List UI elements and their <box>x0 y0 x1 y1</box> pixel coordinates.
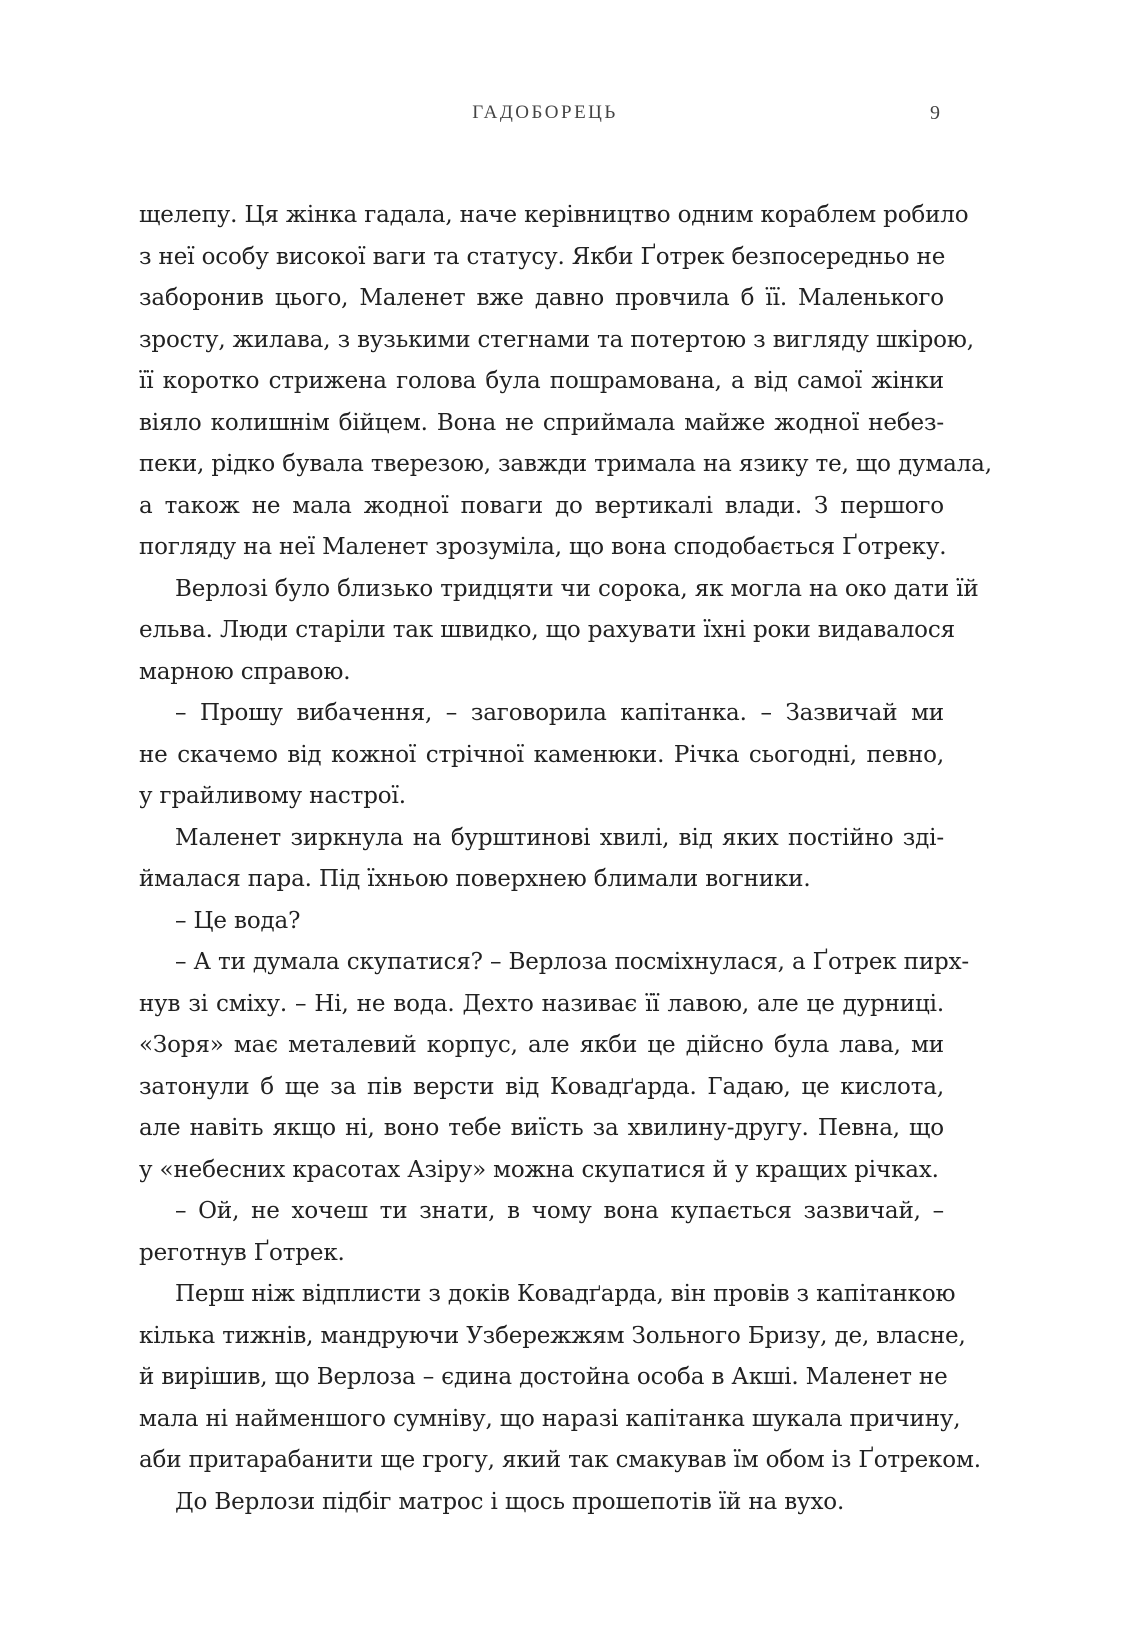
text-line: пеки, рідко бувала тверезою, завжди тримала на язику те, що думала, <box>139 451 992 477</box>
text-line: у грайливому настрої. <box>139 783 406 809</box>
text-line: нув зі сміху. – Ні, не вода. Дехто називає її лавою, але це дурниці. <box>139 990 944 1017</box>
text-line: – А ти думала скупатися? – Верлоза посміхнулася, а Ґотрек пирх- <box>175 949 970 975</box>
text-line: – Це вода? <box>175 907 301 934</box>
text-line: щелепу. Ця жінка гадала, наче керівництво одним кораблем робило <box>139 202 969 228</box>
text-line: Перш ніж відплисти з доків Ковадґарда, він провів з капітанкою <box>175 1281 956 1307</box>
text-line: ельва. Люди старіли так швидко, що рахувати їхні роки видавалося <box>139 617 955 643</box>
text-line: а також не мала жодної поваги до вертикалі влади. З першого <box>139 492 944 519</box>
text-line: з неї особу високої ваги та статусу. Якби Ґотрек безпосередньо не <box>139 243 946 270</box>
text-line: «Зоря» має металевий корпус, але якби це дійсно була лава, ми <box>139 1032 944 1058</box>
text-line: не скачемо від кожної стрічної каменюки. Річка сьогодні, певно, <box>139 741 944 768</box>
running-header <box>0 102 1142 130</box>
text-line: марною справою. <box>139 658 351 685</box>
text-line: аби притарабанити ще грогу, який так смакував їм обом із Ґотреком. <box>139 1447 981 1473</box>
body-text <box>139 195 992 1523</box>
page-number: 9 <box>930 102 940 124</box>
text-line: погляду на неї Маленет зрозуміла, що вона сподобається Ґотреку. <box>139 534 947 560</box>
text-line: ймалася пара. Під їхньою поверхнею блимали вогники. <box>139 866 811 892</box>
text-line: реготнув Ґотрек. <box>139 1239 345 1266</box>
running-title: ГАДОБОРЕЦЬ <box>472 102 618 123</box>
text-line: Верлозі було близько тридцяти чи сорока, як могла на око дати їй <box>175 575 979 602</box>
text-line: Маленет зиркнула на бурштинові хвилі, від яких постійно зді- <box>175 824 944 851</box>
text-line: у «небесних красотах Азіру» можна скупатися й у кращих річках. <box>139 1156 939 1183</box>
text-line: заборонив цього, Маленет вже давно провчила б її. Маленького <box>139 285 944 311</box>
text-line: й вирішив, що Верлоза – єдина достойна особа в Акші. Маленет не <box>139 1364 948 1390</box>
text-line: – Прошу вибачення, – заговорила капітанка. – Зазвичай ми <box>175 700 944 726</box>
text-line: але навіть якщо ні, воно тебе виїсть за хвилину-другу. Певна, що <box>139 1115 944 1141</box>
text-line: затонули б ще за пів версти від Ковадґарда. Гадаю, це кислота, <box>139 1073 944 1100</box>
text-line: мала ні найменшого сумніву, що наразі капітанка шукала причину, <box>139 1405 961 1432</box>
text-line: – Ой, не хочеш ти знати, в чому вона купається зазвичай, – <box>175 1198 944 1224</box>
text-line: зросту, жилава, з вузькими стегнами та потертою з вигляду шкірою, <box>139 326 974 353</box>
text-line: її коротко стрижена голова була пошрамована, а від самої жінки <box>139 368 944 394</box>
text-line: віяло колишнім бійцем. Вона не сприймала майже жодної небез- <box>139 409 944 436</box>
text-line: До Верлози підбіг матрос і щось прошепотів їй на вухо. <box>175 1488 845 1515</box>
text-line: кілька тижнів, мандруючи Узбережжям Зольного Бризу, де, власне, <box>139 1322 966 1349</box>
